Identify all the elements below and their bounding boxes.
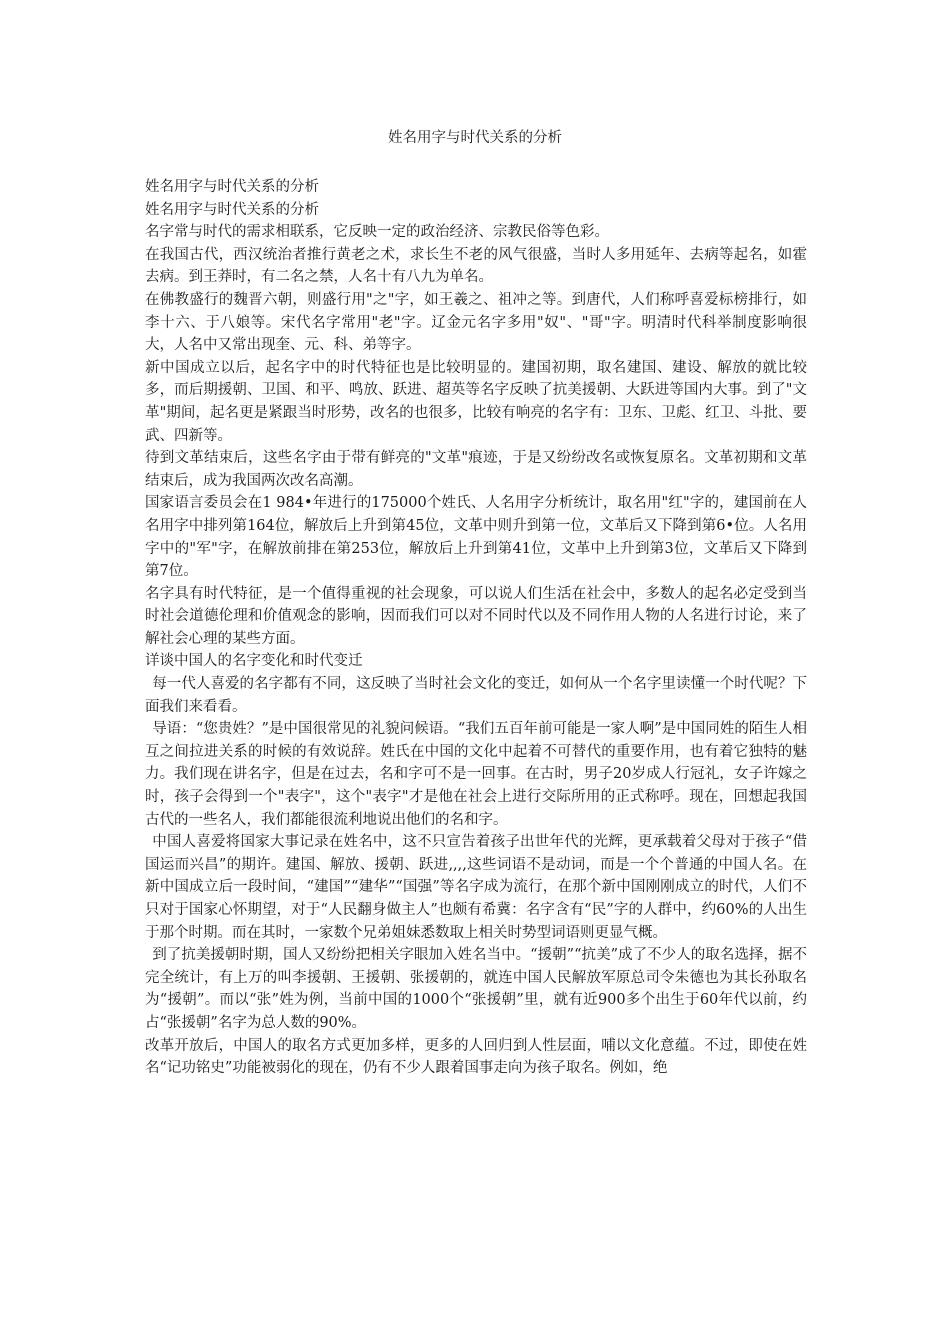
paragraph-after-cultural-revolution: 待到文革结束后，这些名字由于带有鲜亮的"文革"痕迹，于是又纷纷改名或恢复原名。文革初期和文革结束后，成为我国两次改名高潮。 — [145, 450, 807, 489]
document-title: 姓名用字与时代关系的分析 — [388, 130, 562, 146]
heading-repeat-2: 姓名用字与时代关系的分析 — [145, 201, 319, 218]
paragraph-introduction-guide: 导语：“您贵姓？”是中国很常见的礼貌问候语。“我们五百年前可能是一家人啊”是中国同姓的陌生人相互之间拉进关系的时候的有效说辞。姓氏在中国的文化中起着不可替代的重要作用，也有着它独特的魅力。我们现在讲名字，但是在过去，名和字可不是一回事。在古时，男子20岁成人行冠礼，女子许嫁之时，孩子会得到一个"表字"，这个"表字"才是他在社会上进行交际所用的正式称呼。现在，回想起我国古代的一些名人，我们都能很流利地说出他们的名和字。 — [145, 721, 807, 828]
paragraph-reform-era: 改革开放后，中国人的取名方式更加多样，更多的人回归到人性层面，哺以文化意蕴。不过，即使在姓名“记功铭史”功能被弱化的现在，仍有不少人跟着国事走向为孩子取名。例如，绝 — [145, 1037, 807, 1077]
paragraph-generations: 每一代人喜爱的名字都有不同，这反映了当时社会文化的变迁，如何从一个名字里读懂一个时代呢？下面我们来看看。 — [145, 676, 807, 715]
section-heading: 详谈中国人的名字变化和时代变迁 — [145, 653, 363, 670]
paragraph-korean-war: 到了抗美援朝时期，国人又纷纷把相关字眼加入姓名当中。“援朝”“抗美”成了不少人的取名选择，据不完全统计，有上万的叫李援朝、王援朝、张援朝的，就连中国人民解放军原总司令朱德也为其长孙取名为“援朝”。而以“张”姓为例，当前中国的1000个“张援朝”里，就有近900多个出生于60年代以前，约占“张援朝”名字为总人数的90%。 — [145, 947, 807, 1031]
heading-repeat-1: 姓名用字与时代关系的分析 — [145, 179, 319, 195]
document-body — [145, 176, 807, 1080]
paragraph-dynasties: 在佛教盛行的魏晋六朝，则盛行用"之"字，如王羲之、祖冲之等。到唐代，人们称呼喜爱标榜排行，如李十六、于八娘等。宋代名字常用"老"字。辽金元名字多用"奴"、"哥"字。明清时代科举制度影响很大，人名中又常出现奎、元、科、弟等字。 — [145, 291, 807, 354]
paragraph-ancient: 在我国古代，西汉统治者推行黄老之术，求长生不老的风气很盛，当时人多用延年、去病等起名，如霍去病。到王莽时，有二名之禁，人名十有八九为单名。 — [145, 246, 807, 286]
paragraph-intro: 名字常与时代的需求相联系，它反映一定的政治经济、宗教民俗等色彩。 — [145, 224, 609, 241]
paragraph-social-phenomenon: 名字具有时代特征，是一个值得重视的社会现象，可以说人们生活在社会中，多数人的起名必定受到当时社会道德伦理和价值观念的影响，因而我们可以对不同时代以及不同作用人物的人名进行讨论，来了解社会心理的某些方面。 — [145, 585, 807, 647]
paragraph-new-china: 新中国成立以后，起名字中的时代特征也是比较明显的。建国初期，取名建国、建设、解放的就比较多，而后期援朝、卫国、和平、鸣放、跃进、超英等名字反映了抗美援朝、大跃进等国内大事。到了"文革"期间，起名更是紧跟当时形势，改名的也很多，比较有响亮的名字有：卫东、卫彪、红卫、斗批、要武、四新等。 — [145, 359, 807, 444]
paragraph-statistics: 国家语言委员会在1 984•年进行的175000个姓氏、人名用字分析统计，取名用"红"字的，建国前在人名用字中排列第164位，解放后上升到第45位，文革中则升到第一位，文革后又下降到第6•位。人名用字中的"军"字，在解放前排在第253位，解放后上升到第41位，文革中上升到第3位，文革后又下降到第7位。 — [145, 495, 807, 580]
paragraph-national-events: 中国人喜爱将国家大事记录在姓名中，这不只宣告着孩子出世年代的光辉，更承载着父母对于孩子“借国运而兴昌”的期许。建国、解放、援朝、跃进,,,,这些词语不是动词，而是一个个普通的中国人名。在新中国成立后一段时间，“建国”“建华”“国强”等名字成为流行，在那个新中国刚刚成立的时代，人们不只对于国家心怀期望，对于“人民翻身做主人”也颇有希冀：名字含有“民”字的人群中，约60%的人出生于那个时期。而在其时，一家数个兄弟姐妹悉数取上相关时势型词语则更显气概。 — [145, 834, 807, 941]
